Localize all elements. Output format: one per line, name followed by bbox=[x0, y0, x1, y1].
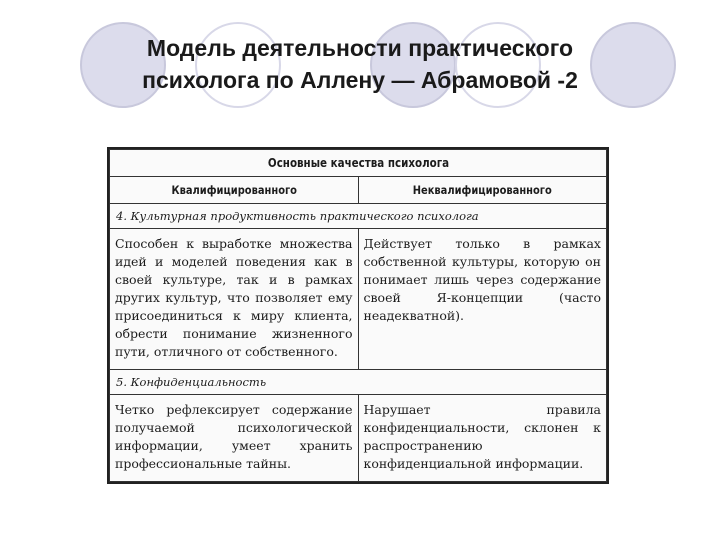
qualified-text: Четко рефлексирует содержание получаемой психологической информации, умеет хранить профессиональные тайны. bbox=[115, 402, 353, 471]
column-header-qualified: Квалифицированного bbox=[127, 177, 341, 204]
section-heading bbox=[110, 204, 607, 229]
unqualified-cell bbox=[358, 395, 607, 482]
slide-title bbox=[60, 32, 660, 96]
qualified-text: Способен к выработке множества идей и моделей поведения как в своей культуре, так и в рамках других культур, что позволяет ему присоединиться к миру клиента, обрести понимание жизненного пути, отличного от собственного. bbox=[115, 236, 353, 359]
table-caption: Основные качества психолога bbox=[144, 150, 571, 177]
section-heading-text: 4. Культурная продуктивность практического психолога bbox=[116, 209, 479, 223]
column-header-unqualified: Неквалифицированного bbox=[375, 177, 589, 204]
section-heading-text: 5. Конфиденциальность bbox=[116, 375, 267, 389]
scanned-table bbox=[107, 147, 609, 484]
unqualified-text: Нарушает правила конфиденциальности, склонен к распространению конфиденциальной информации. bbox=[363, 402, 601, 471]
unqualified-text: Действует только в рамках собственной культуры, которую он понимает лишь через содержание своей Я-концепции (часто неадекватной). bbox=[363, 236, 601, 323]
section-heading bbox=[110, 370, 607, 395]
qualified-cell bbox=[110, 229, 359, 370]
qualities-table bbox=[109, 149, 607, 482]
slide-title-line-2: психолога по Аллену — Абрамовой -2 bbox=[142, 67, 578, 93]
unqualified-cell bbox=[358, 229, 607, 370]
qualified-cell bbox=[110, 395, 359, 482]
slide-title-line-1: Модель деятельности практического bbox=[146, 35, 574, 61]
